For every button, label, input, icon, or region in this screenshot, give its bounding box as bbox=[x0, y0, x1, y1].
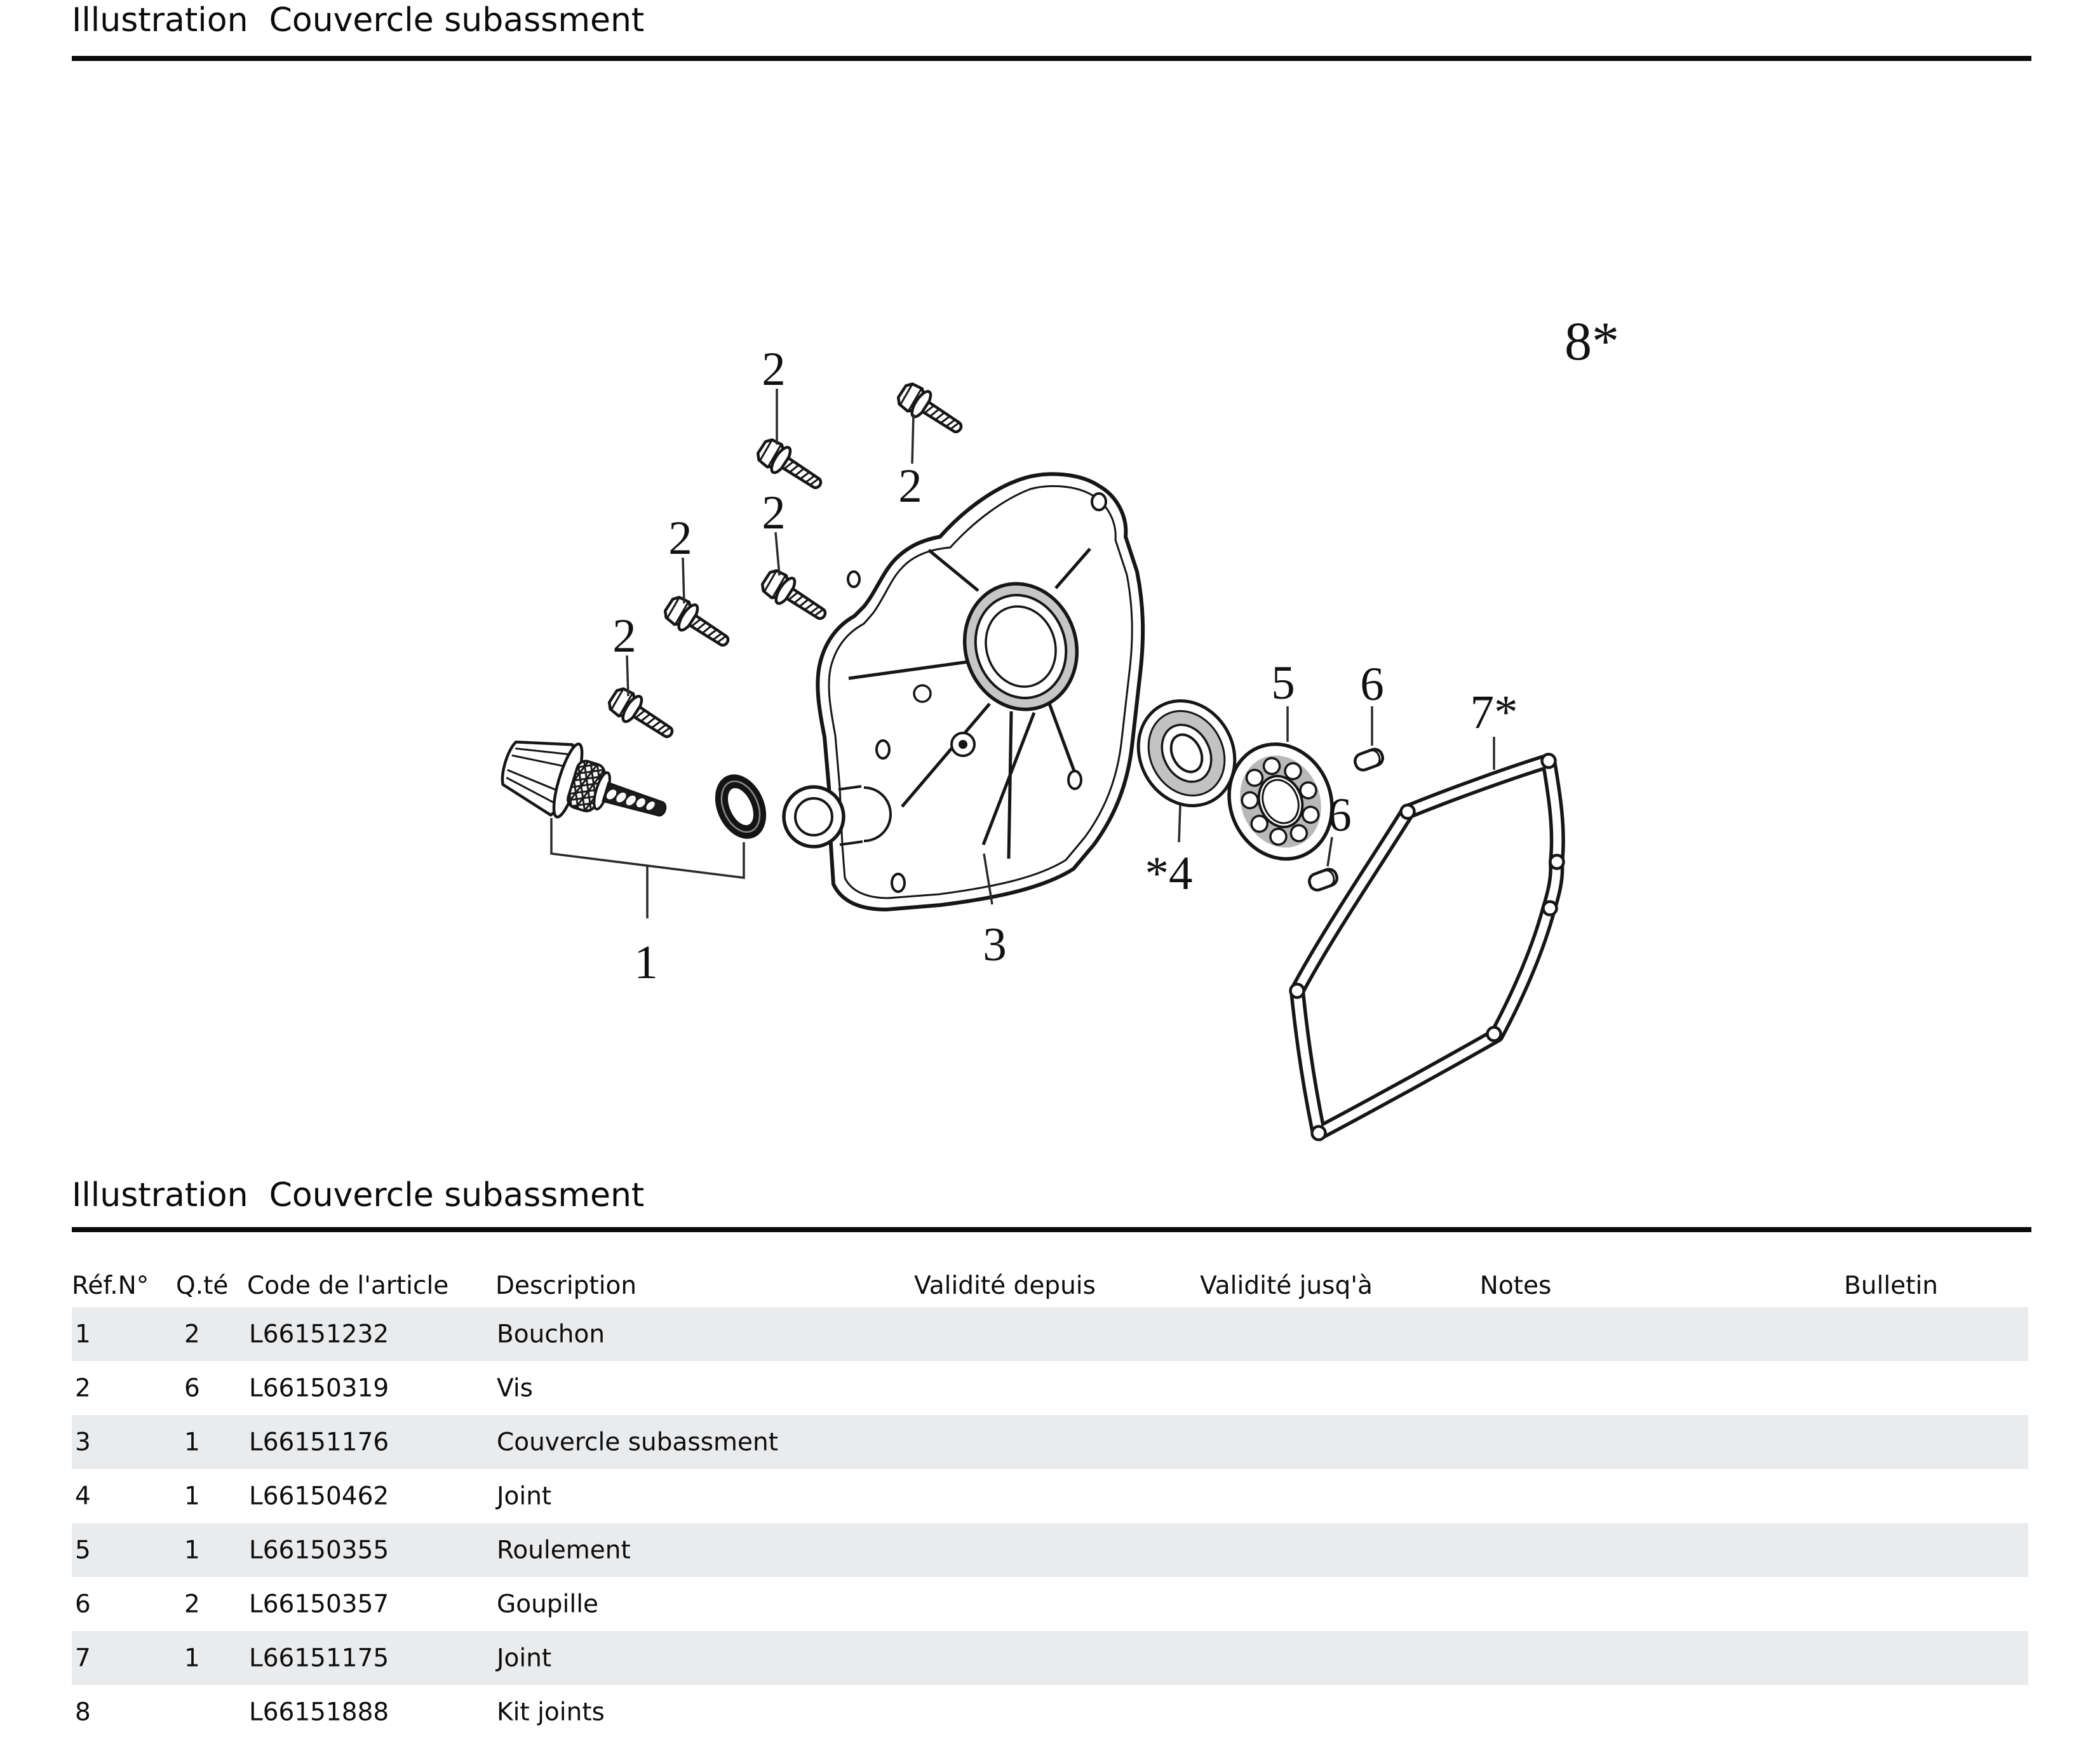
cell-description: Bouchon bbox=[497, 1320, 605, 1348]
screw-mid bbox=[758, 566, 832, 628]
callout-joint-gasket: 7* bbox=[1470, 686, 1518, 739]
cell-description: Roulement bbox=[497, 1536, 631, 1564]
table-rule bbox=[72, 1227, 2031, 1232]
callout-vis-mid: 2 bbox=[762, 487, 786, 539]
callout-bouchon: 1 bbox=[634, 936, 658, 989]
table-section-title: Illustration Couvercle subassment bbox=[72, 1176, 645, 1214]
header-qty: Q.té bbox=[176, 1272, 229, 1300]
cell-code: L66150357 bbox=[249, 1590, 389, 1618]
cell-code: L66151888 bbox=[249, 1698, 389, 1726]
screw-left bbox=[661, 593, 735, 655]
cell-description: Vis bbox=[497, 1374, 533, 1402]
cell-qty: 1 bbox=[184, 1428, 200, 1456]
table-row bbox=[72, 1415, 2028, 1469]
cell-code: L66150319 bbox=[249, 1374, 389, 1402]
cell-code: L66150355 bbox=[249, 1536, 389, 1564]
cell-code: L66151176 bbox=[249, 1428, 389, 1456]
header-bulletin: Bulletin bbox=[1844, 1272, 1938, 1300]
callout-vis-bottom: 2 bbox=[612, 610, 636, 662]
cell-ref: 1 bbox=[75, 1320, 91, 1348]
table-row bbox=[72, 1307, 2028, 1361]
cell-ref: 2 bbox=[75, 1374, 91, 1402]
callout-joint-seal: *4 bbox=[1145, 847, 1193, 900]
cell-qty: 6 bbox=[184, 1374, 200, 1402]
dipstick-part bbox=[494, 725, 776, 847]
callout-vis-right: 2 bbox=[898, 460, 922, 513]
table-row bbox=[72, 1361, 2028, 1415]
table-header-row bbox=[72, 1268, 2028, 1307]
cell-ref: 3 bbox=[75, 1428, 91, 1456]
cell-qty: 1 bbox=[184, 1644, 200, 1672]
header-ref: Réf.N° bbox=[72, 1272, 149, 1300]
cell-qty: 1 bbox=[184, 1482, 200, 1510]
callout-goupille-top: 6 bbox=[1360, 658, 1384, 711]
dowel-pin-top bbox=[1353, 747, 1385, 772]
page-title: Illustration Couvercle subassment bbox=[72, 1, 645, 39]
cell-ref: 5 bbox=[75, 1536, 91, 1564]
header-notes: Notes bbox=[1479, 1272, 1552, 1300]
cell-description: Kit joints bbox=[497, 1698, 605, 1726]
cover-part bbox=[784, 474, 1143, 910]
dipstick-oring bbox=[706, 767, 776, 847]
cell-qty: 2 bbox=[184, 1590, 200, 1618]
screw-right bbox=[894, 379, 968, 441]
dowel-pin-bottom bbox=[1307, 867, 1339, 892]
cell-description: Joint bbox=[497, 1482, 552, 1510]
screw-bottom bbox=[605, 684, 679, 746]
callout-roulement: 5 bbox=[1271, 657, 1295, 709]
cell-description: Couvercle subassment bbox=[497, 1428, 779, 1456]
table-row bbox=[72, 1577, 2028, 1631]
header-valid-to: Validité jusq'à bbox=[1200, 1272, 1373, 1300]
cell-qty: 2 bbox=[184, 1320, 200, 1348]
cell-ref: 4 bbox=[75, 1482, 91, 1510]
cell-ref: 7 bbox=[75, 1644, 91, 1672]
parts-table bbox=[72, 1268, 2028, 1726]
table-row bbox=[72, 1469, 2028, 1523]
header-code: Code de l'article bbox=[247, 1272, 449, 1300]
cell-code: L66150462 bbox=[249, 1482, 389, 1510]
callout-vis-left: 2 bbox=[668, 512, 692, 565]
callout-kit-joints: 8* bbox=[1565, 311, 1619, 372]
cell-code: L66151175 bbox=[249, 1644, 389, 1672]
callout-goupille-bottom: 6 bbox=[1328, 789, 1352, 842]
cell-code: L66151232 bbox=[249, 1320, 389, 1348]
table-row bbox=[72, 1523, 2028, 1577]
cell-description: Joint bbox=[497, 1644, 552, 1672]
header-description: Description bbox=[495, 1272, 637, 1300]
callout-vis-top: 2 bbox=[762, 343, 786, 396]
header-valid-from: Validité depuis bbox=[914, 1272, 1096, 1300]
table-row bbox=[72, 1685, 2028, 1739]
table-body bbox=[72, 1307, 2028, 1739]
cell-ref: 6 bbox=[75, 1590, 91, 1618]
cell-description: Goupille bbox=[497, 1590, 599, 1618]
cell-ref: 8 bbox=[75, 1698, 91, 1726]
table-row bbox=[72, 1631, 2028, 1685]
callout-couvercle: 3 bbox=[983, 918, 1007, 971]
cell-qty: 1 bbox=[184, 1536, 200, 1564]
